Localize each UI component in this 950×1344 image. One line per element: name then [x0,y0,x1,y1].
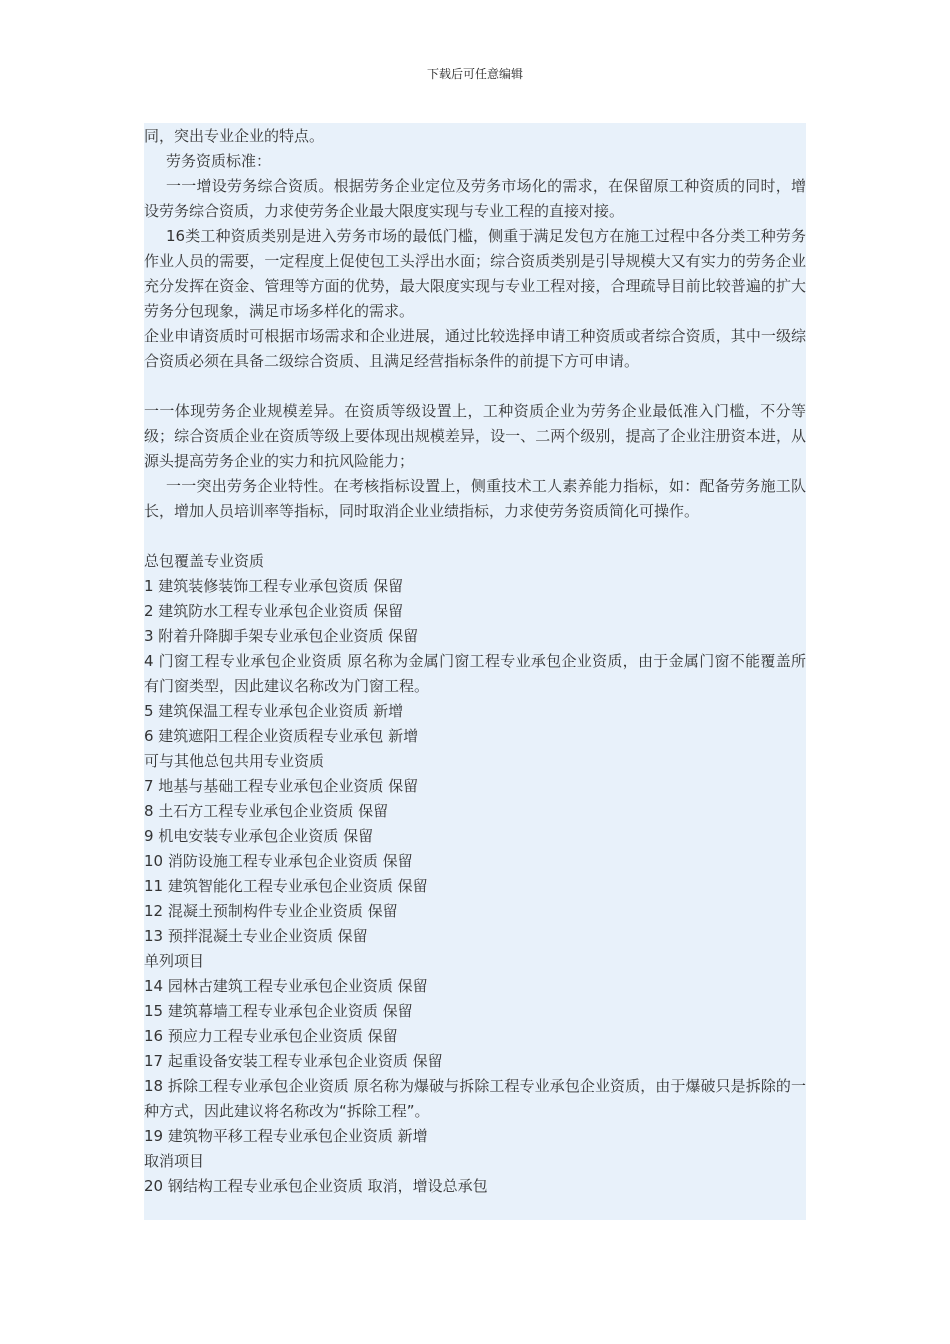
list-item: 4 门窗工程专业承包企业资质 原名称为金属门窗工程专业承包企业资质，由于金属门窗不能覆盖所有门窗类型，因此建议名称改为门窗工程。 [144,652,806,695]
list-item: 5 建筑保温工程专业承包企业资质 新增 [144,702,404,720]
list-item: 13 预拌混凝土专业企业资质 保留 [144,927,368,945]
section-heading: 取消项目 [144,1152,205,1170]
list-item: 11 建筑智能化工程专业承包企业资质 保留 [144,877,428,895]
document-body [144,123,806,1220]
list-item: 19 建筑物平移工程专业承包企业资质 新增 [144,1127,428,1145]
paragraph: 一一增设劳务综合资质。根据劳务企业定位及劳务市场化的需求，在保留原工种资质的同时，增设劳务综合资质，力求使劳务企业最大限度实现与专业工程的直接对接。 [144,177,806,220]
list-item: 9 机电安装专业承包企业资质 保留 [144,827,374,845]
list-item: 15 建筑幕墙工程专业承包企业资质 保留 [144,1002,413,1020]
paragraph: 企业申请资质时可根据市场需求和企业进展，通过比较选择申请工种资质或者综合资质，其中一级综合资质必须在具备二级综合资质、且满足经营指标条件的前提下方可申请。 [144,327,806,370]
list-item: 8 土石方工程专业承包企业资质 保留 [144,802,389,820]
section-heading: 总包覆盖专业资质 [144,552,265,570]
list-item: 12 混凝土预制构件专业企业资质 保留 [144,902,398,920]
paragraph: 16类工种资质类别是进入劳务市场的最低门槛，侧重于满足发包方在施工过程中各分类工种劳务作业人员的需要，一定程度上促使包工头浮出水面；综合资质类别是引导规模大又有实力的劳务企业充分发挥在资金、管理等方面的优势，最大限度实现与专业工程对接，合理疏导目前比较普遍的扩大劳务分包现象，满足市场多样化的需求。 [144,227,806,320]
blank-line [144,524,806,549]
list-item: 16 预应力工程专业承包企业资质 保留 [144,1027,398,1045]
list-item: 6 建筑遮阳工程企业资质程专业承包 新增 [144,727,419,745]
page-header: 下载后可任意编辑 [426,67,523,81]
list-item: 2 建筑防水工程专业承包企业资质 保留 [144,602,404,620]
list-item: 17 起重设备安装工程专业承包企业资质 保留 [144,1052,443,1070]
list-item: 20 钢结构工程专业承包企业资质 取消，增设总承包 [144,1177,488,1195]
list-item: 18 拆除工程专业承包企业资质 原名称为爆破与拆除工程专业承包企业资质，由于爆破只是拆除的一种方式，因此建议将名称改为“拆除工程”。 [144,1077,806,1120]
list-item: 1 建筑装修装饰工程专业承包资质 保留 [144,577,404,595]
section-heading: 单列项目 [144,952,205,970]
list-item: 14 园林古建筑工程专业承包企业资质 保留 [144,977,428,995]
section-heading: 可与其他总包共用专业资质 [144,752,325,770]
list-item: 10 消防设施工程专业承包企业资质 保留 [144,852,413,870]
list-item: 7 地基与基础工程专业承包企业资质 保留 [144,777,419,795]
paragraph: 一一体现劳务企业规模差异。在资质等级设置上，工种资质企业为劳务企业最低准入门槛，不分等级；综合资质企业在资质等级上要体现出规模差异，设一、二两个级别，提高了企业注册资本进，从源头提高劳务企业的实力和抗风险能力； [144,402,806,470]
blank-line [144,374,806,399]
paragraph: 劳务资质标准： [166,152,272,170]
list-item: 3 附着升降脚手架专业承包企业资质 保留 [144,627,419,645]
paragraph: 一一突出劳务企业特性。在考核指标设置上，侧重技术工人素养能力指标，如：配备劳务施工队长，增加人员培训率等指标，同时取消企业业绩指标，力求使劳务资质简化可操作。 [144,477,806,520]
paragraph: 同，突出专业企业的特点。 [144,127,325,145]
